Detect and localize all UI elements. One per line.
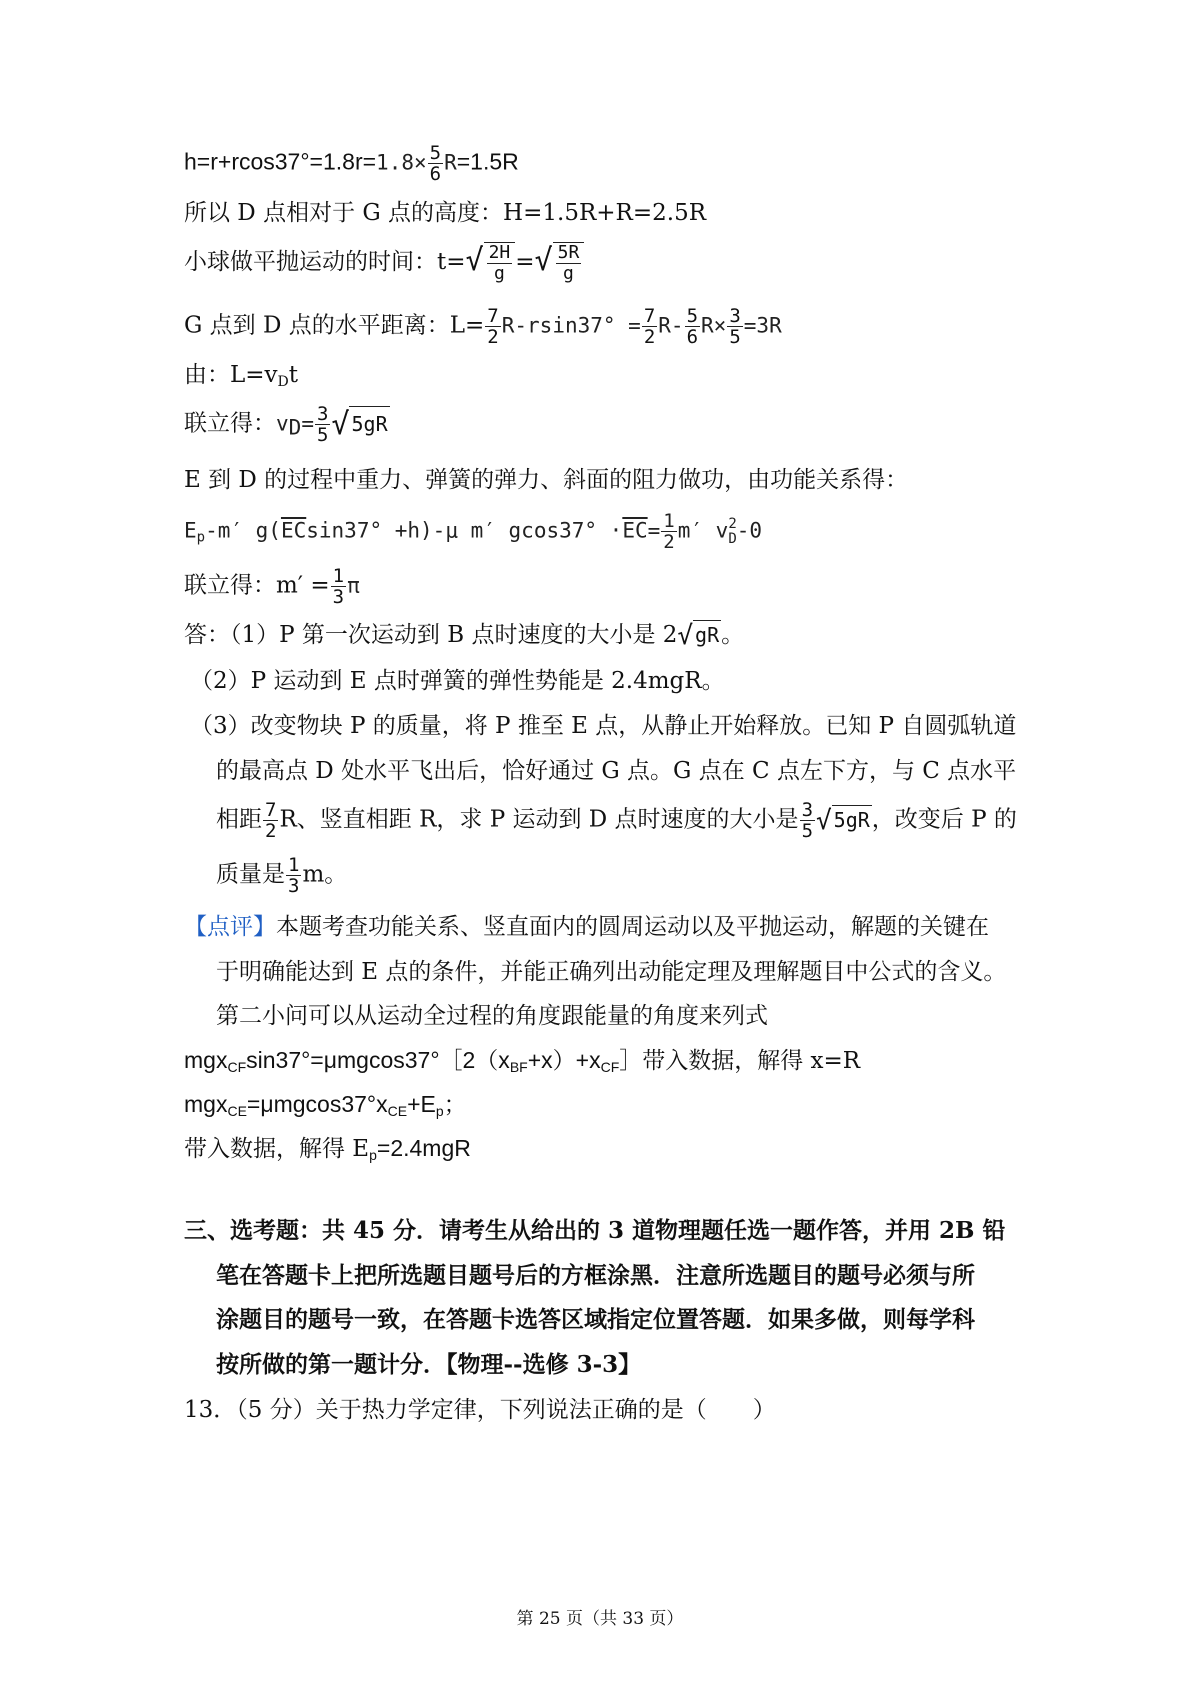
frac-num: 3	[801, 799, 814, 821]
frac-num: 7	[643, 305, 656, 327]
text: mgx	[184, 1047, 228, 1073]
fraction-3-5	[727, 306, 742, 347]
sqrt-gR: √ gR	[677, 621, 720, 651]
subscript: CF	[600, 1059, 620, 1075]
section-3-line-4: 按所做的第一题计分．【物理--选修 3-3】	[216, 1351, 642, 1378]
text: ，改变后 P 的	[871, 806, 1017, 833]
frac-den: 2	[663, 531, 675, 553]
section-3-line-1: 三、选考题：共 45 分．请考生从给出的 3 道物理题任选一题作答，并用 2B 铅	[184, 1217, 1006, 1244]
vD-result	[184, 404, 390, 445]
fraction-1-2	[661, 511, 676, 552]
height-line: 所以 D 点相对于 G 点的高度：H=1.5R+R=2.5R	[184, 200, 707, 226]
distance-math-2: R-	[658, 313, 684, 338]
distance-math-3: R×	[701, 313, 727, 338]
fraction-7-2	[485, 306, 500, 347]
equation-1	[184, 1043, 860, 1084]
frac-num: 1	[288, 854, 300, 876]
h-eq-R: R	[444, 150, 457, 175]
fraction-1-3	[331, 566, 346, 607]
sqrt-5R-g: √ $\frac{5R}{g}$	[535, 242, 585, 284]
frac-den: 5	[316, 424, 329, 446]
h-eq-math: 1.8×	[376, 150, 427, 175]
text: m。	[302, 861, 348, 888]
lianli-label: 联立得：	[184, 410, 276, 437]
text: =2.4mgR	[376, 1135, 471, 1161]
frac-num: 3	[316, 403, 329, 425]
subscript: CF	[227, 1059, 247, 1075]
relation-text: 由：L=v	[184, 362, 278, 388]
answer-3-line-4	[216, 855, 347, 896]
subscript-D: D	[728, 530, 737, 547]
frac-num: 5	[429, 142, 442, 164]
energy-part-3: m′ v	[677, 518, 729, 543]
frac-num: 1	[663, 510, 675, 532]
period: 。	[721, 622, 745, 648]
radicand: 5gR	[349, 406, 389, 444]
subscript: BF	[509, 1059, 528, 1075]
frac-den: 6	[429, 163, 442, 185]
subscript-D: D	[288, 415, 302, 440]
segment-EC: $\overline{EC}$	[280, 518, 307, 543]
mass-result	[184, 566, 360, 607]
subscript: p	[435, 1103, 444, 1119]
fraction-7-2-b	[642, 306, 657, 347]
vD-squared-index	[728, 517, 736, 547]
answer-3-line-3	[216, 800, 1017, 841]
distance-math-1: R-rsin37° =	[501, 313, 641, 338]
answer-3-line-2: 的最高点 D 处水平飞出后，恰好通过 G 点。G 点在 C 点左下方，与 C 点水平	[216, 758, 1017, 784]
frac-den: 3	[332, 586, 345, 608]
fraction-3-5-c	[800, 800, 815, 841]
comment-line-2: 于明确能达到 E 点的条件，并能正确列出动能定理及理解题目中公式的含义。	[216, 959, 1007, 985]
comment-text: 本题考查功能关系、竖直面内的圆周运动以及平抛运动，解题的关键在	[276, 914, 989, 940]
comment-line-1	[184, 910, 989, 944]
energy-intro: E 到 D 的过程中重力、弹簧的弹力、斜面的阻力做功，由功能关系得：	[184, 467, 909, 493]
section-3-line-3: 涂题目的题号一致，在答题卡选答区域指定位置答题．如果多做，则每学科	[216, 1306, 975, 1333]
sqrt-5gR-b: √ 5gR	[816, 805, 870, 836]
distance-label: G 点到 D 点的水平距离：L=	[184, 312, 485, 339]
energy-part-1: -m′ g(	[205, 518, 281, 543]
page-footer: 第 25 页（共 33 页）	[516, 1609, 684, 1629]
text: mgx	[184, 1091, 228, 1117]
sqrt-2H-g: √ $\frac{2H}{g}$	[466, 242, 516, 284]
distance-result: =3R	[743, 313, 782, 338]
frac-den: 3	[288, 875, 300, 897]
energy-part-2: sin37° +h)-μ m′ gcos37° ·	[306, 518, 623, 543]
h-equation	[184, 143, 519, 184]
comment-line-3: 第二小问可以从运动全过程的角度跟能量的角度来列式	[216, 1003, 768, 1029]
frac-den: 2	[487, 326, 499, 348]
comment-tag: 【点评】	[184, 914, 276, 940]
fraction-1-3-b	[286, 855, 301, 896]
distance-equation	[184, 306, 782, 347]
subscript: CE	[387, 1103, 408, 1119]
equation-2	[184, 1087, 467, 1128]
subscript: p	[369, 1147, 377, 1163]
equals: =	[301, 411, 314, 436]
frac-den: 6	[686, 326, 699, 348]
frac-num: 7	[265, 799, 277, 821]
time-equation	[184, 242, 584, 284]
answer-3-line-1: （3）改变物块 P 的质量，将 P 推至 E 点，从静止开始释放。已知 P 自圆弧轨道	[190, 713, 1017, 739]
pi-symbol: π	[347, 573, 360, 598]
fraction-3-5-b	[315, 404, 330, 445]
radicand: gR	[693, 620, 721, 652]
text: 相距	[216, 806, 262, 833]
question-13: 13．（5 分）关于热力学定律，下列说法正确的是（ ）	[184, 1397, 776, 1423]
frac-num: 3	[729, 305, 741, 327]
energy-equation	[184, 511, 762, 555]
text: 质量是	[216, 861, 285, 888]
lianli-label-2: 联立得：m′ =	[184, 572, 330, 599]
equals: =	[515, 249, 535, 275]
superscript-2: 2	[728, 515, 737, 532]
fraction-5-6	[428, 143, 443, 184]
text: +E	[407, 1091, 436, 1117]
frac-den: g	[563, 263, 574, 284]
velocity-relation	[184, 358, 298, 399]
answer-1-text: 答：（1）P 第一次运动到 B 点时速度的大小是 2	[184, 622, 678, 648]
text: ；	[443, 1091, 467, 1117]
section-3-line-2: 笔在答题卡上把所选题目题号后的方框涂黑．注意所选题目的题号必须与所	[216, 1262, 975, 1289]
equals: =	[647, 518, 661, 543]
energy-part-4: -0	[736, 518, 763, 543]
answer-2: （2）P 运动到 E 点时弹簧的弹性势能是 2.4mgR。	[190, 668, 725, 694]
text: =μmgcos37°x	[246, 1091, 388, 1117]
segment-EC-2: $\overline{EC}$	[622, 518, 648, 543]
equation-3	[184, 1131, 471, 1172]
answer-1	[184, 618, 744, 652]
sqrt-5gR: √ 5gR	[331, 406, 388, 442]
subscript-D: D	[277, 374, 289, 390]
frac-den: 2	[265, 820, 277, 842]
text: 带入数据，解得 E	[184, 1136, 370, 1162]
frac-num: 2H	[488, 242, 511, 263]
fraction-7-2-c	[263, 800, 278, 841]
h-eq-text: h=r+rcos37°=1.8r=	[184, 148, 377, 175]
vD-symbol: v	[276, 411, 289, 436]
text: sin37°=μmgcos37°［2（x	[246, 1047, 510, 1073]
frac-num: 1	[332, 565, 345, 587]
time-label: 小球做平抛运动的时间：t=	[184, 249, 466, 275]
frac-den: 2	[643, 326, 656, 348]
frac-den: g	[494, 263, 505, 284]
frac-den: 5	[729, 326, 741, 348]
relation-t: t	[288, 362, 299, 388]
text: R、竖直相距 R，求 P 运动到 D 点时速度的大小是	[279, 806, 799, 833]
Ep-symbol: E	[184, 518, 197, 543]
fraction-5-6-b	[685, 306, 700, 347]
frac-den: 5	[801, 820, 814, 842]
text: ］带入数据，解得 x=R	[619, 1048, 861, 1074]
text: +x）+x	[527, 1047, 601, 1073]
frac-num: 7	[487, 305, 499, 327]
frac-num: 5	[686, 305, 699, 327]
frac-num: 5R	[557, 242, 580, 263]
subscript-p: p	[196, 529, 206, 546]
subscript: CE	[227, 1103, 247, 1119]
h-eq-result: =1.5R	[456, 148, 519, 175]
radicand: 5gR	[832, 805, 872, 837]
